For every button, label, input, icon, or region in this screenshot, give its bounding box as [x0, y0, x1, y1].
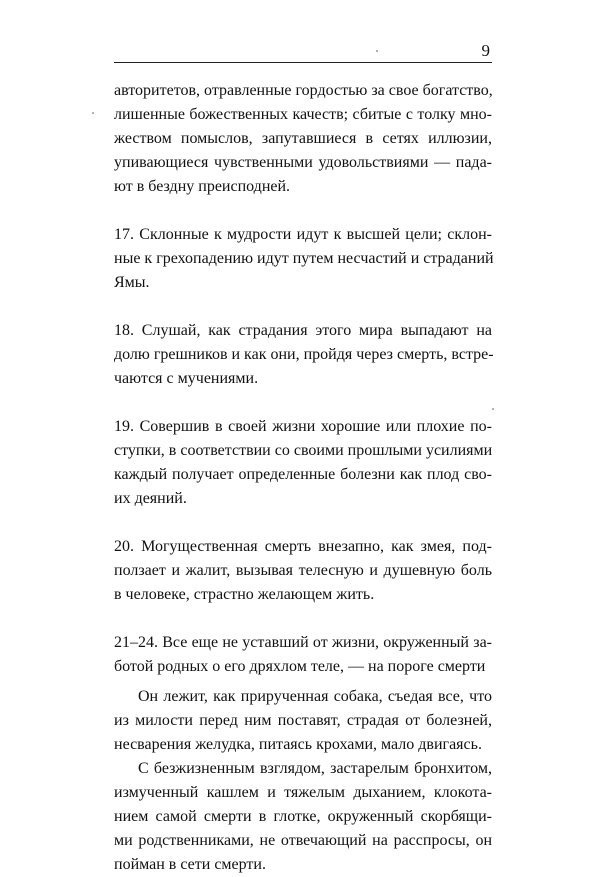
- verse-21-24-part-2: [114, 685, 492, 757]
- text-line: чаются с мучениями.: [114, 370, 259, 387]
- text-line: 20. Могущественная смерть внезапно, как змея, под-: [114, 538, 492, 555]
- text-line: жеством помыслов, запутавшиеся в сетях иллюзии,: [114, 130, 492, 147]
- scan-speck: [492, 408, 494, 410]
- text-line: ползает и жалит, вызывая телесную и душевную боль: [114, 562, 492, 579]
- verse-20: [114, 535, 492, 607]
- text-line: несварения желудка, питаясь крохами, мало двигаясь.: [114, 736, 482, 753]
- text-line: 18. Слушай, как страдания этого мира выпадают на: [114, 322, 492, 339]
- text-line: Ямы.: [114, 274, 150, 291]
- text-line: упивающиеся чувственными удовольствиями — пада-: [114, 154, 492, 171]
- text-line: измученный кашлем и тяжелым дыханием, клокота-: [114, 784, 492, 801]
- text-line: ют в бездну преисподней.: [114, 178, 291, 195]
- text-line: долю грешников и как они, пройдя через смерть, встре-: [114, 346, 494, 363]
- verse-21-24: [114, 631, 492, 679]
- text-line: С безжизненным взглядом, застарелым бронхитом,: [138, 760, 492, 777]
- text-line: ступки, в соответствии со своими прошлыми усилиями: [114, 442, 493, 459]
- header-rule: [114, 62, 492, 63]
- verse-17: [114, 223, 492, 295]
- page-number: 9: [481, 41, 490, 60]
- paragraph-continuation: [114, 79, 492, 199]
- text-line: из милости перед ним поставят, страдая от болезней,: [114, 712, 492, 729]
- page-body: [114, 79, 492, 877]
- text-line: ми родственниками, не отвечающий на расспросы, он: [114, 832, 492, 849]
- verse-19: [114, 415, 492, 511]
- text-line: их деяний.: [114, 490, 187, 507]
- text-line: каждый получает определенные болезни как плод сво-: [114, 466, 492, 483]
- verse-21-24-part-3: [114, 757, 492, 877]
- text-line: пойман в сети смерти.: [114, 856, 266, 873]
- text-line: ботой родных о его дряхлом теле, — на пороге смерти: [114, 658, 486, 675]
- text-line: ные к грехопадению идут путем несчастий и страданий: [114, 250, 494, 267]
- text-line: в человеке, страстно желающем жить.: [114, 586, 375, 603]
- text-line: 19. Совершив в своей жизни хорошие или плохие по-: [114, 418, 492, 435]
- text-line: Он лежит, как прирученная собака, съедая все, что: [138, 688, 492, 705]
- verse-18: [114, 319, 492, 391]
- text-line: нием самой смерти в глотке, окруженный скорбящи-: [114, 808, 492, 825]
- text-line: 17. Склонные к мудрости идут к высшей цели; склон-: [114, 226, 492, 243]
- text-line: лишенные божественных качеств; сбитые с толку мно-: [114, 106, 492, 123]
- text-line: 21–24. Все еще не уставший от жизни, окруженный за-: [114, 634, 492, 651]
- scan-speck: [376, 50, 378, 52]
- text-line: авторитетов, отравленные гордостью за свое богатство,: [114, 82, 493, 99]
- scan-speck: [92, 112, 94, 114]
